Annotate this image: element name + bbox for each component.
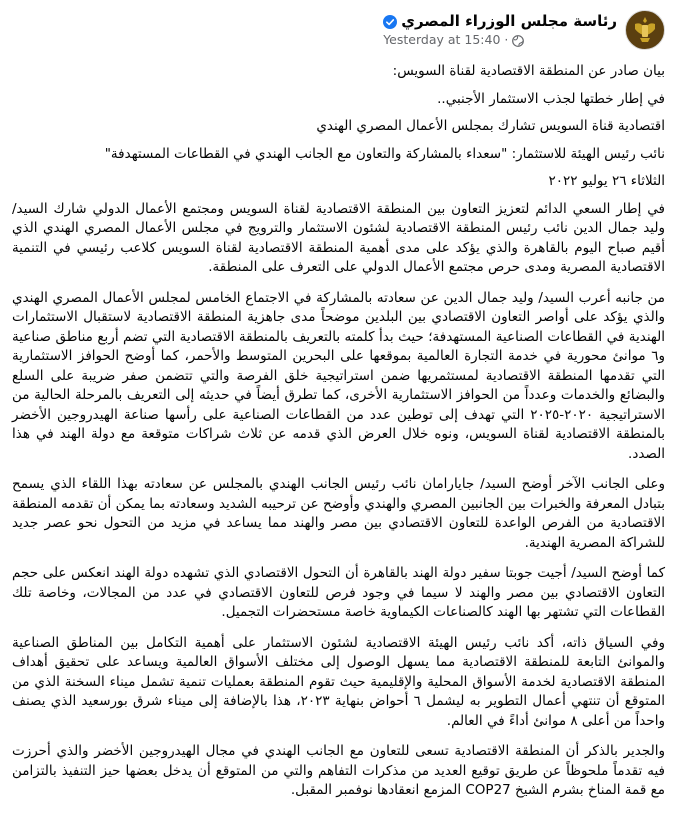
globe-icon[interactable] — [512, 34, 524, 46]
page-name[interactable]: رئاسة مجلس الوزراء المصري — [401, 12, 617, 30]
post-paragraph: كما أوضح السيد/ أجيت جوبتا سفير دولة الهند بالقاهرة أن التحول الاقتصادي الذي تشهده دولة الهند انعكس على حجم التعاون الاقتصادي بين مصر والهند لا سيما في وجود فرص للتعاون الاقتصادي في عدد من المجالات، وخاصة تلك القطاعات التي تشتهر بها الهند كالصناعات الكيماوية خاصة مستحضرات التجميل. — [12, 565, 665, 620]
post-timestamp[interactable]: Yesterday at 15:40 — [383, 32, 501, 47]
post-paragraph: وفي السياق ذاته، أكد نائب رئيس الهيئة الاقتصادية لشئون الاستثمار على أهمية التكامل بين المناطق الصناعية والموانئ التابعة للمنطقة الاقتصادية مما يسهل الوصول إلى مختلف الأسواق العالمية ويساعد على تحقيق أهداف المنطقة الاقتصادية لخدمة الأسواق المحلية والإقليمية حيث تقوم المنطقة بعمليات تنمية تشمل ميناء السخنة الذي من المتوقع أن تنتهي أعمال التطوير به ليشمل ٦ أحواض بنهاية ٢٠٢٣، هذا بالإضافة إلى ميناء شرق بورسعيد الذي يصنف واحداً من أعلى ٨ موانئ أداءً في العالم. — [12, 634, 666, 729]
post-line: نائب رئيس الهيئة للاستثمار: "سعداء بالمشاركة والتعاون مع الجانب الهندي في القطاعات المستهدفة" — [104, 145, 665, 162]
egypt-eagle-emblem-icon — [632, 15, 658, 45]
post-line: الثلاثاء ٢٦ يوليو ٢٠٢٢ — [548, 173, 665, 189]
post-body — [12, 58, 665, 801]
post-paragraph: في إطار السعي الدائم لتعزيز التعاون بين المنطقة الاقتصادية لقناة السويس ومجتمع الأعمال الدولي شارك السيد/ وليد جمال الدين نائب رئيس المنطقة الاقتصادية لشئون الاستثمار والترويج في مجلس الأعمال المصري الهندي الذي أقيم صباح اليوم بالقاهرة والذي يؤكد على مدى أهمية المنطقة الاقتصادية لقناة السويس كلاعب رئيسي في التنمية الاقتصادية المصرية ومدى حرص مجتمع الأعمال الدولي على التعرف على المنطقة. — [12, 200, 665, 275]
post-line: بيان صادر عن المنطقة الاقتصادية لقناة السويس: — [392, 63, 665, 79]
post-line: في إطار خطتها لجذب الاستثمار الأجنبي.. — [437, 90, 665, 107]
meta-separator: · — [504, 32, 509, 47]
post-paragraph: من جانبه أعرب السيد/ وليد جمال الدين عن سعادته بالمشاركة في الاجتماع الخامس لمجلس الأعمال المصري الهندي والذي يؤكد على أواصر التعاون الاقتصادي بين البلدين موضحاً مدى جاهزية المنطقة الاقتصادية لاستقبال الاستثمارات الهندية في القطاعات الصناعية المستهدفة؛ حيث بدأ كلمته بالتعريف بالمنطقة الاقتصادية التي تضم أربع مناطق صناعية و٦ موانئ محورية في خدمة التجارة العالمية بموقعها على البحرين المتوسط والأحمر، كما أوضح الحوافز الاستثمارية التي تقدمها المنطقة الاقتصادية لمستثمريها ضمن استراتيجية خلق الفرصة والتي تتضمن صفر ضريبة على السلع والبضائع والخدمات وعدداً من الحوافز الاستثمارية الأخرى، كما تطرق أيضاً في حديثه إلى التعريف بالمرحلة الحالية من الاستراتيجية ٢٠٢٠-٢٠٢٥ التي تهدف إلى توطين عدد من القطاعات الصناعية على رأسها صناعة الهيدروجين الأخضر بالمنطقة الاقتصادية لقناة السويس، ونوه خلال العرض الذي قدمه عن ثلاث شراكات متوقعة مع دولة الهند في هذا الصدد. — [12, 289, 666, 462]
post-meta — [383, 31, 617, 49]
post-paragraph: والجدير بالذكر أن المنطقة الاقتصادية تسعى للتعاون مع الجانب الهندي في مجال الهيدروجين الأخضر والذي أحرزت فيه تقدماً ملحوظاً عن طريق توقيع العديد من مذكرات التفاهم والتي من المتوقع أن يدخل بعضها حيز التنفيذ بالتزامن مع قمة المناخ بشرم الشيخ COP27 المزمع انعقادها نوفمبر المقبل. — [12, 743, 665, 798]
post-header-text — [383, 11, 617, 49]
page-name-row — [383, 11, 617, 31]
verified-badge-icon — [383, 14, 397, 28]
page-avatar[interactable] — [625, 10, 665, 50]
post-paragraph: وعلى الجانب الآخر أوضح السيد/ جايارامان نائب رئيس الجانب الهندي بالمجلس عن سعادته بهذا اللقاء الذي يسمح بتبادل المعرفة والخبرات بين الجانبين المصري والهندي وأوضح عن ترحيبه الشديد وسعادته بما يمكن أن تقدمه المنطقة الاقتصادية من الفرص الواعدة للتعاون الاقتصادي بين مصر والهند مما يساعد في مزيد من التحول نحو عصر جديد للشراكة المصرية الهندية. — [12, 476, 665, 551]
post-header — [12, 0, 665, 58]
post-line: اقتصادية قناة السويس تشارك بمجلس الأعمال المصري الهندي — [316, 118, 665, 134]
